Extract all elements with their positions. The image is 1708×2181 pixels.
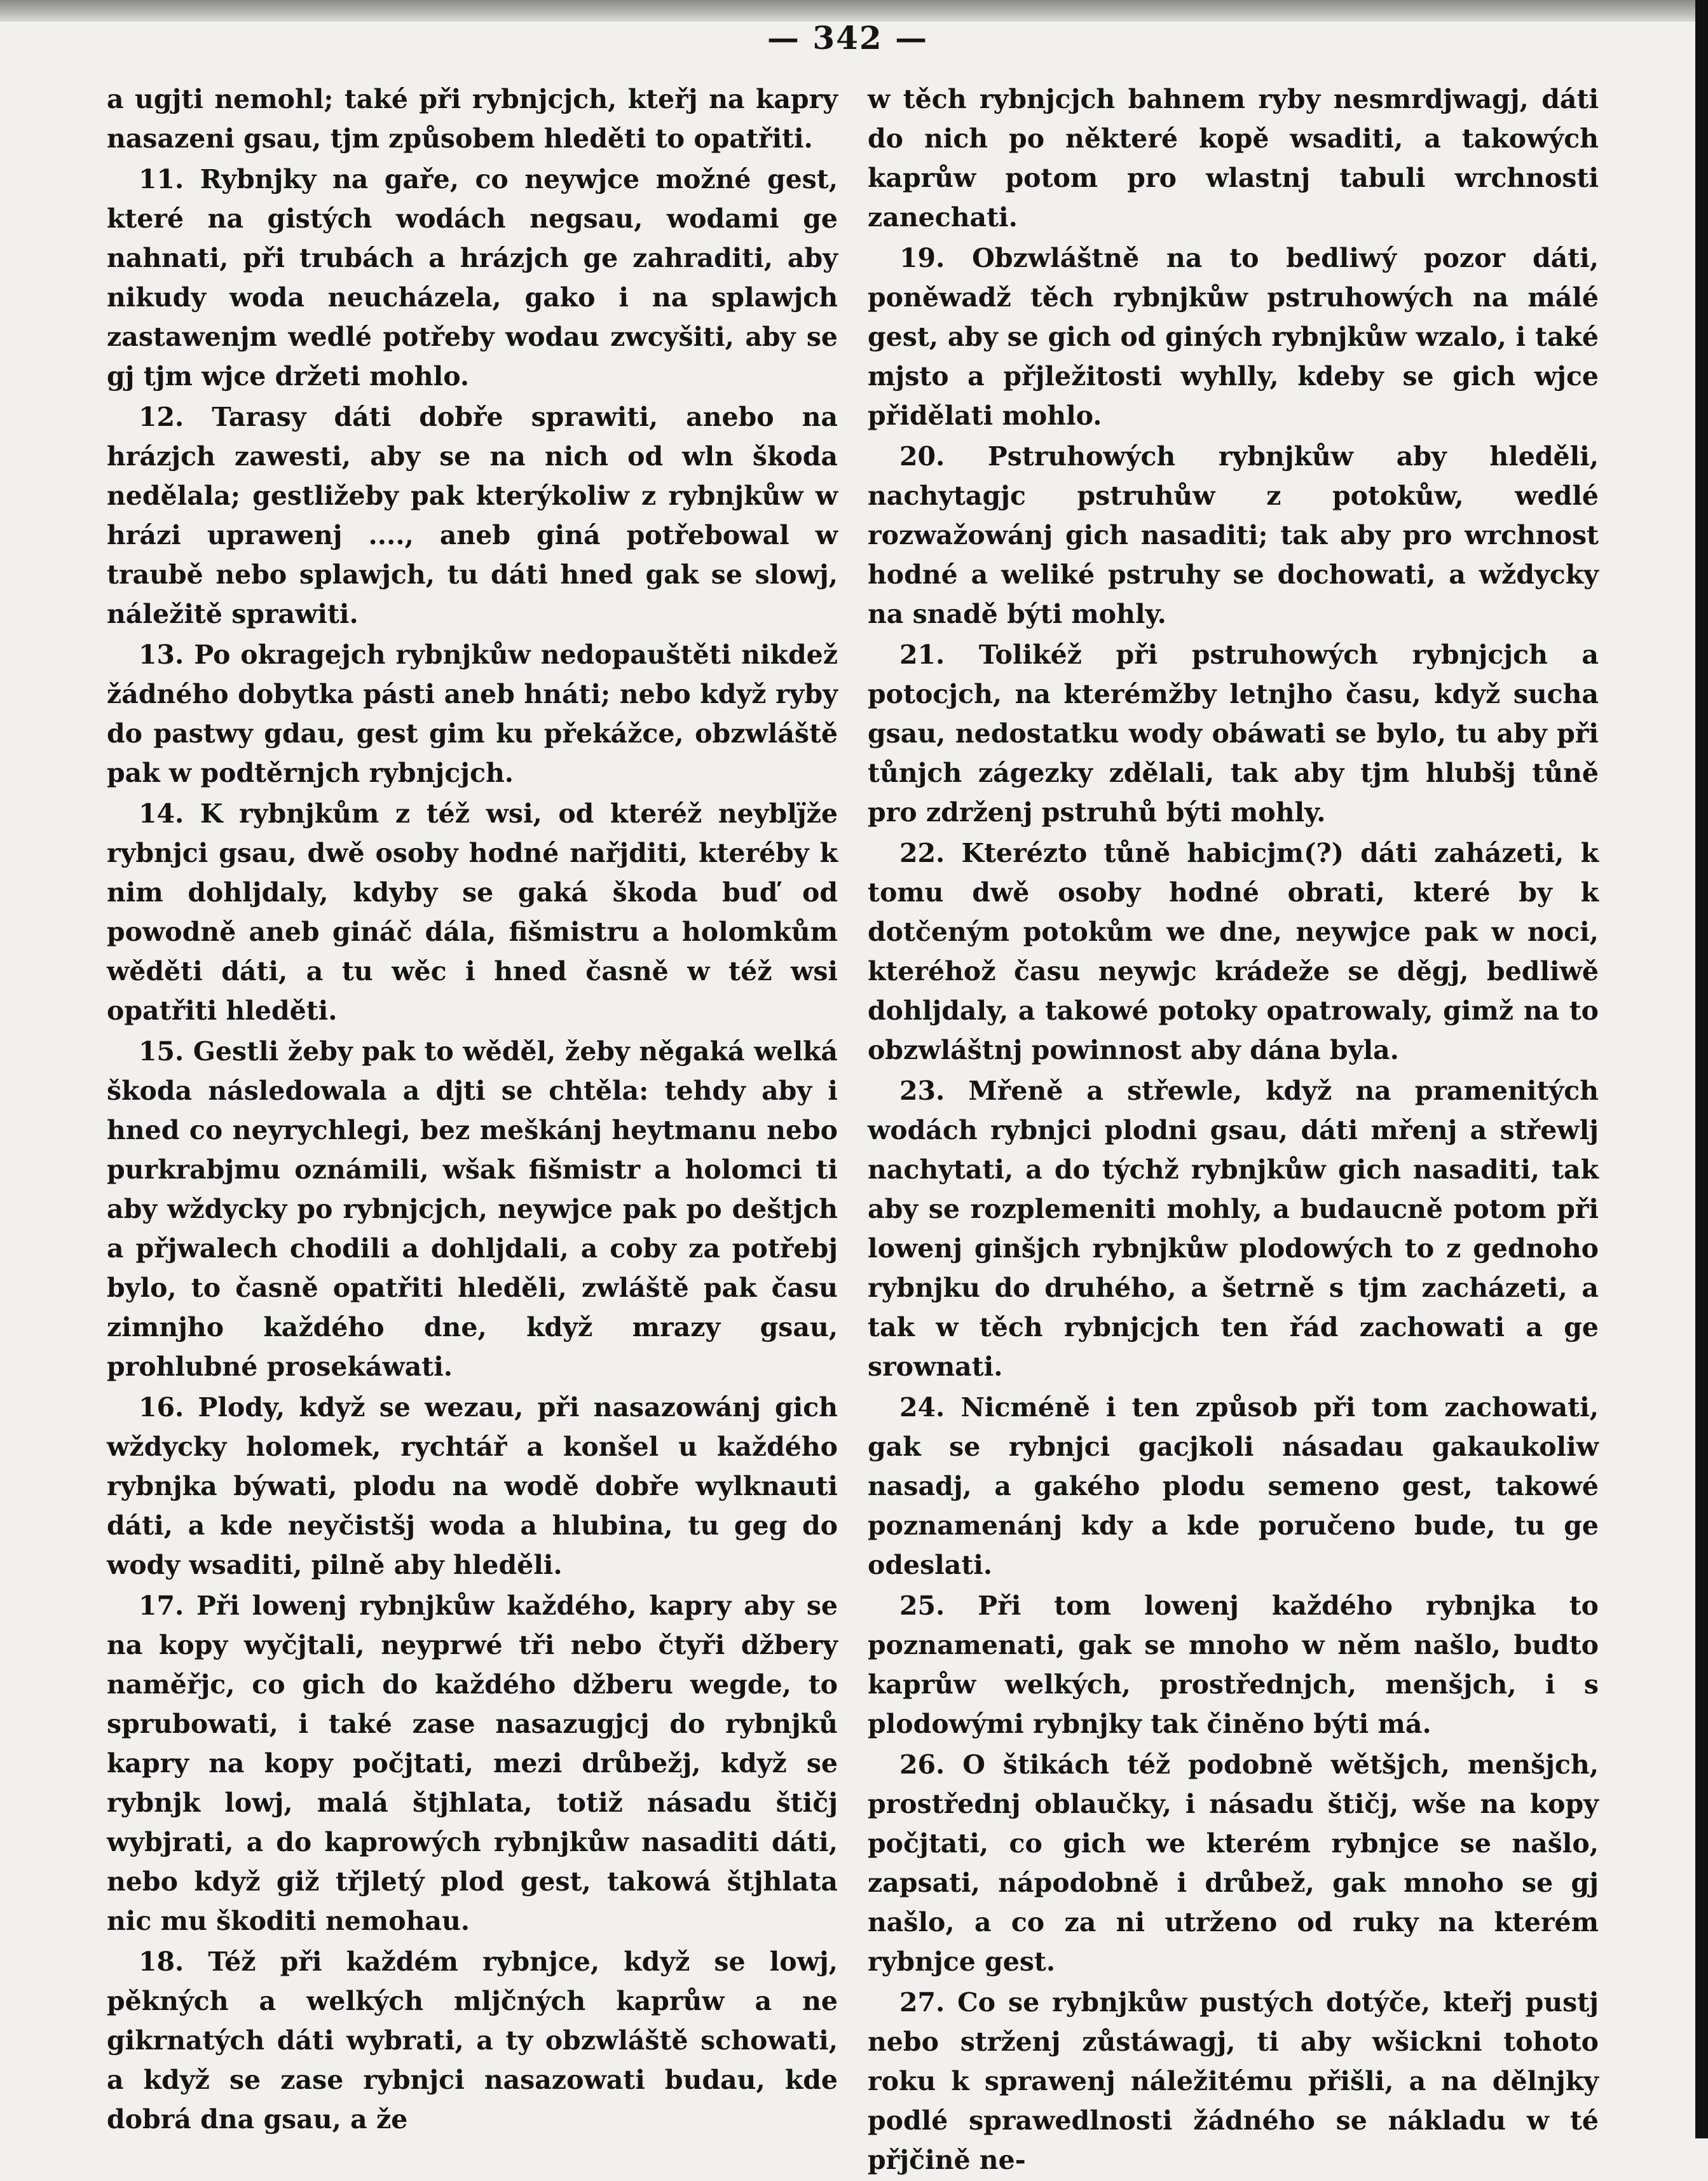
paragraph-26: 26. O štikách též podobně wětšjch, menšjch, prostřednj oblaučky, i násadu štičj, wše na kopy počjtati, co gich we kterém rybnjce se našlo, zapsati, nápodobně i drůbež, gak mnoho se gj našlo, a co za ni utrženo od ruky na kterém rybnjce gest. [868,1749,1599,1977]
paragraph-24: 24. Nicméně i ten způsob při tom zachowati, gak se rybnjci gacjkoli násadau gakaukoliw nasadj, a gakého plodu semeno gest, takowé poznamenánj kdy a kde poručeno bude, tu ge odeslati. [868,1392,1599,1580]
paragraph-17: 17. Při lowenj rybnjkůw každého, kapry aby se na kopy wyčjtali, neyprwé tři nebo čtyři džbery naměřjc, co gich do každého džberu wegde, to sprubowati, i také zase nasazugjcj do rybnjků kapry na kopy počjtati, mezi drůbežj, když se rybnjk lowj, malá štjhlata, totiž násadu štičj wybjrati, a do kaprowých rybnjkůw nasaditi dáti, nebo když giž třjletý plod gest, takowá štjhlata nic mu škoditi nemohau. [107,1590,838,1936]
paragraph-20: 20. Pstruhowých rybnjkůw aby hleděli, nachytagjc pstruhůw z potokůw, wedlé rozwažowánj gich nasaditi; tak aby pro wrchnost hodné a weliké pstruhy se dochowati, a wždycky na snadě býti mohly. [868,441,1599,629]
scan-top-edge [0,0,1708,22]
paragraph-14: 14. K rybnjkům z též wsi, od kteréž neyblj̈že rybnjci gsau, dwě osoby hodné nařjditi, kteréby k nim dohljdaly, kdyby se gaká škoda buď od powodně aneb gináč dála, fišmistru a holomkům wěděti dáti, a tu wěc i hned časně w též wsi opatřiti hleděti. [107,798,838,1026]
scan-right-edge [1695,0,1708,2138]
paragraph-22: 22. Kterézto tůně habicjm(?) dáti zaházeti, k tomu dwě osoby hodné obrati, které by k dotčeným potokům we dne, neywjce pak w noci, kteréhož času neywjc krádeže se děgj, bedliwě dohljdaly, a takowé potoky opatrowaly, gimž na to obzwláštnj powinnost aby dána byla. [868,838,1599,1065]
paragraph-19: 19. Obzwláštně na to bedliwý pozor dáti, poněwadž těch rybnjkůw pstruhowých na málé gest, aby se gich od giných rybnjkůw wzalo, i také mjsto a přjležitosti wyhlly, kdeby se gich wjce přidělati mohlo. [868,243,1599,431]
paragraph-13: 13. Po okragejch rybnjkůw nedopauštěti nikdež žádného dobytka pásti aneb hnáti; nebo když ryby do pastwy gdau, gest gim ku překážce, obzwláště pak w podtěrnjch rybnjcjch. [107,639,838,788]
left-column [107,79,838,2140]
paragraph-16: 16. Plody, když se wezau, při nasazowánj gich wždycky holomek, rychtář a konšel u každého rybnjka býwati, plodu na wodě dobře wylknauti dáti, a kde neyčistšj woda a hlubina, tu geg do wody wsaditi, pilně aby hleděli. [107,1392,838,1580]
paragraph-15: 15. Gestli žeby pak to wěděl, žeby něgaká welká škoda následowala a djti se chtěla: tehdy aby i hned co neyrychlegi, bez meškánj heytmanu nebo purkrabjmu oznámili, wšak fišmistr a holomci ti aby wždycky po rybnjcjch, neywjce pak po deštjch a přjwalech chodili a dohljdali, a coby za potřebj bylo, to časně opatřiti hleděli, zwláště pak času zimnjho každého dne, když mrazy gsau, prohlubné prosekáwati. [107,1036,838,1382]
paragraph-25: 25. Při tom lowenj každého rybnjka to poznamenati, gak se mnoho w něm našlo, budto kaprůw welkých, prostřednjch, menšjch, i s plodowými rybnjky tak činěno býti má. [868,1590,1599,1739]
paragraph-18: 18. Též při každém rybnjce, když se lowj, pěkných a welkých mljčných kaprůw a ne gikrnatých dáti wybrati, a ty obzwláště schowati, a když se zase rybnjci nasazowati budau, kde dobrá dna gsau, a že [107,1946,838,2135]
paragraph-18-continued: w těch rybnjcjch bahnem ryby nesmrdjwagj, dáti do nich po některé kopě wsaditi, a takowých kaprůw potom pro wlastnj tabuli wrchnosti zanechati. [868,84,1599,233]
paragraph-21: 21. Tolikéž při pstruhowých rybnjcjch a potocjch, na kterémžby letnjho času, když sucha gsau, nedostatku wody obáwati se bylo, tu aby při tůnjch zágezky zdělali, tak aby tjm hlubšj tůně pro zdrženj pstruhů býti mohly. [868,639,1599,828]
page-number: — 342 — [767,19,929,57]
paragraph: a ugjti nemohl; také při rybnjcjch, kteřj na kapry nasazeni gsau, tjm způsobem hleděti to opatřiti. [107,84,838,154]
paragraph-11: 11. Rybnjky na gaře, co neywjce možné gest, které na gistých wodách negsau, wodami ge nahnati, při trubách a hrázjch ge zahraditi, aby nikudy woda neucházela, gako i na splawjch zastawenjm wedlé potřeby wodau zwcyšiti, aby se gj tjm wjce držeti mohlo. [107,164,838,392]
right-column [868,79,1599,2181]
paragraph-12: 12. Tarasy dáti dobře sprawiti, anebo na hrázjch zawesti, aby se na nich od wln škoda nedělala; gestližeby pak kterýkoliw z rybnjkůw w hrázi uprawenj ...., aneb giná potřebowal w traubě nebo splawjch, tu dáti hned gak se slowj, náležitě sprawiti. [107,402,838,629]
paragraph-23: 23. Mřeně a střewle, když na pramenitých wodách rybnjci plodni gsau, dáti mřenj a střewlj nachytati, a do týchž rybnjkůw gich nasaditi, tak aby se rozplemeniti mohly, a budaucně potom při lowenj ginšjch rybnjkůw plodowých to z gednoho rybnjku do druhého, a šetrně s tjm zacházeti, a tak w těch rybnjcjch ten řád zachowati a ge srownati. [868,1076,1599,1382]
paragraph-27: 27. Co se rybnjkůw pustých dotýče, kteřj pustj nebo strženj zůstáwagj, ti aby wšickni tohoto roku k sprawenj náležitému přišli, a na dělnjky podlé sprawedlnosti žádného se nákladu w té přjčině ne- [868,1987,1599,2175]
